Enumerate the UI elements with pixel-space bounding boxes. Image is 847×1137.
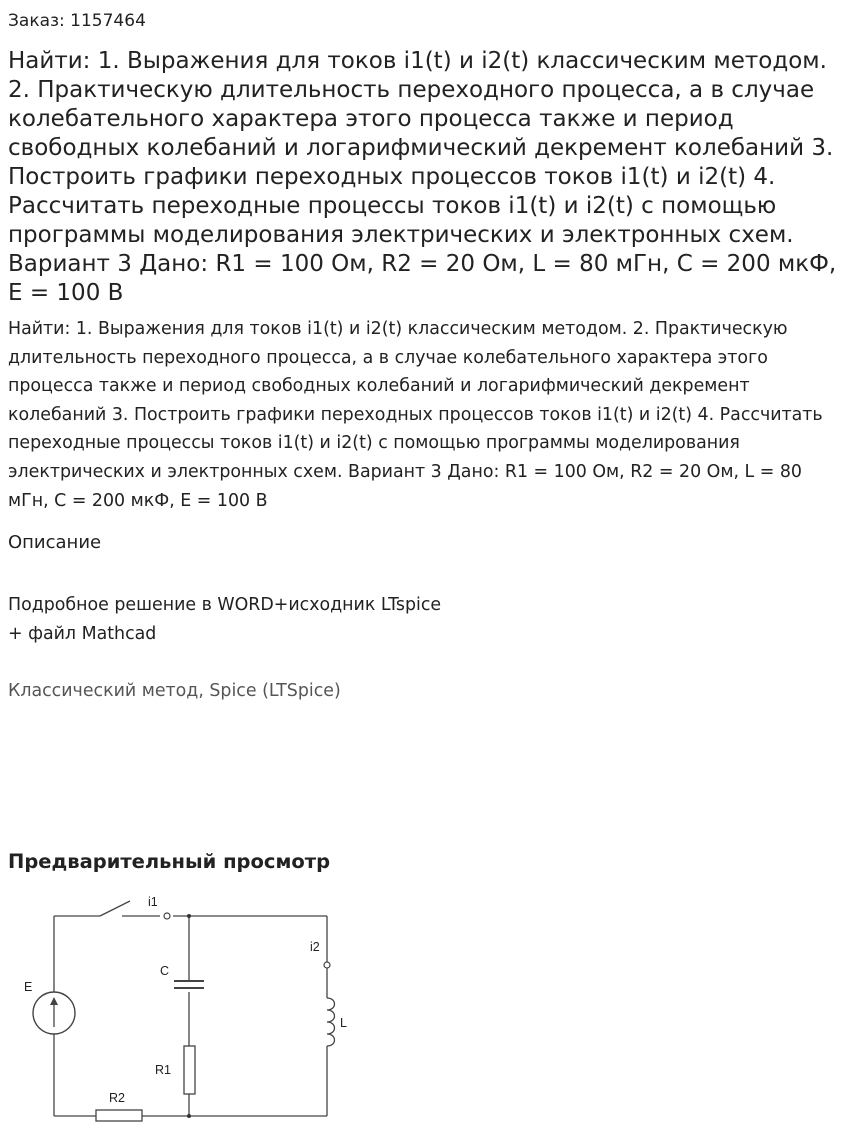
label-r1: R1: [155, 1063, 171, 1077]
switch-blade: [100, 901, 130, 916]
capacitor-c: [174, 981, 204, 988]
resistor-r2: [96, 1110, 142, 1121]
label-c: C: [160, 964, 170, 978]
circuit-diagram: [18, 888, 358, 1128]
i1-marker: [164, 913, 170, 919]
task-description: Найти: 1. Выражения для токов i1(t) и i2(t) классическим методом. 2. Практическую длительность переходного процесса, а в случае колебательного характера этого процесса также и период свободных колебаний и логарифмический декремент колебаний 3. Построить графики переходных процессов токов i1(t) и i2(t) 4. Рассчитать переходные процессы токов i1(t) и i2(t) с помощью программы моделирования электрических и электронных схем. Вариант 3 Дано: R1 = 100 Ом, R2 = 20 Ом, L = 80 мГн, C = 200 мкФ, E = 100 В: [8, 319, 823, 511]
method-tags: Классический метод, Spice (LTSpice): [8, 681, 341, 701]
label-l: L: [340, 1016, 347, 1030]
label-e: E: [24, 980, 33, 994]
resistor-r1: [184, 1046, 195, 1094]
order-number: Заказ: 1157464: [8, 11, 146, 31]
task-title: Найти: 1. Выражения для токов i1(t) и i2(t) классическим методом. 2. Практическую длительность переходного процесса, а в случае колебательного характера этого процесса также и период свободных колебаний и логарифмический декремент колебаний 3. Построить графики переходных процессов токов i1(t) и i2(t) 4. Рассчитать переходные процессы токов i1(t) и i2(t) с помощью программы моделирования электрических и электронных схем. Вариант 3 Дано: R1 = 100 Ом, R2 = 20 Ом, L = 80 мГн, C = 200 мкФ, E = 100 В: [8, 48, 837, 306]
description-line-2: + файл Mathcad: [8, 624, 157, 644]
label-i2: i2: [310, 940, 320, 954]
inductor-l: [327, 998, 335, 1046]
label-r2: R2: [109, 1091, 125, 1105]
description-line-1: Подробное решение в WORD+исходник LTspice: [8, 595, 442, 615]
i2-marker: [324, 962, 330, 968]
label-i1: i1: [148, 895, 158, 909]
voltage-source-e: [33, 992, 75, 1034]
preview-heading: Предварительный просмотр: [8, 850, 331, 873]
description-heading: Описание: [8, 532, 102, 553]
